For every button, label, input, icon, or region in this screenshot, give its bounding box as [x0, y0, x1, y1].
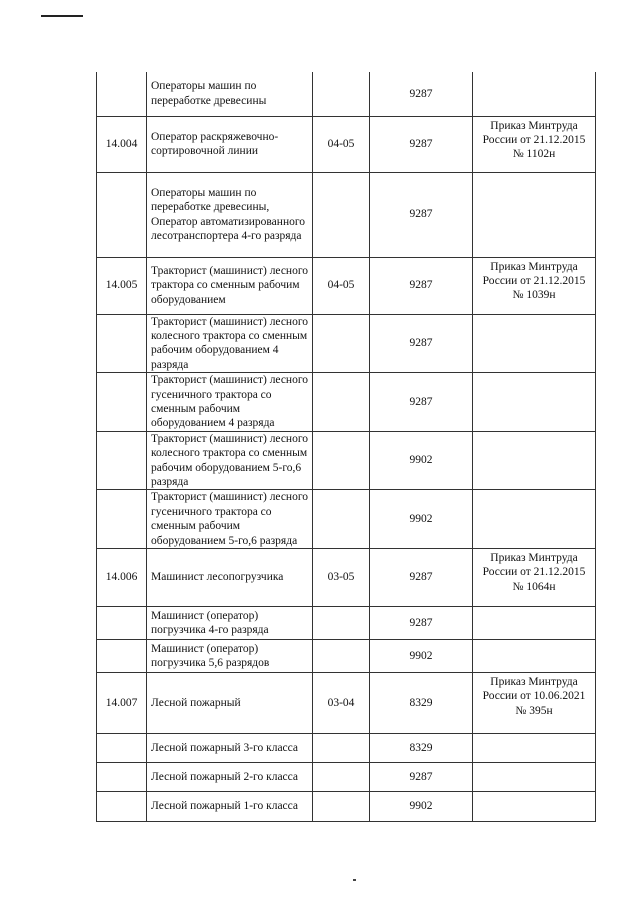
row-name: Лесной пожарный 2-го класса	[147, 763, 313, 792]
row-level-range: 03-04	[313, 673, 370, 734]
row-document: Приказ Минтруда России от 21.12.2015 № 1102н	[473, 116, 596, 172]
row-document	[473, 490, 596, 549]
table-row	[97, 373, 596, 432]
row-number: 9287	[370, 116, 473, 172]
row-code	[97, 607, 147, 640]
row-document	[473, 763, 596, 792]
row-name: Тракторист (машинист) лесного колесного трактора со сменным рабочим оборудованием 4 разряда	[147, 314, 313, 373]
table-row	[97, 607, 596, 640]
row-name: Тракторист (машинист) лесного колесного трактора со сменным рабочим оборудованием 5-го,6 разряда	[147, 431, 313, 490]
row-document: Приказ Минтруда России от 21.12.2015 № 1039н	[473, 257, 596, 314]
table-row	[97, 172, 596, 257]
table-row	[97, 257, 596, 314]
row-document	[473, 373, 596, 432]
row-code: 14.004	[97, 116, 147, 172]
table-row	[97, 792, 596, 822]
row-level-range	[313, 314, 370, 373]
row-level-range	[313, 373, 370, 432]
row-code	[97, 172, 147, 257]
row-number: 9902	[370, 792, 473, 822]
row-number: 9287	[370, 172, 473, 257]
row-document	[473, 72, 596, 116]
row-number: 9287	[370, 763, 473, 792]
row-level-range	[313, 640, 370, 673]
row-number: 9287	[370, 314, 473, 373]
row-document	[473, 314, 596, 373]
row-code	[97, 490, 147, 549]
row-level-range: 04-05	[313, 257, 370, 314]
row-number: 9287	[370, 257, 473, 314]
row-name: Машинист (оператор) погрузчика 5,6 разрядов	[147, 640, 313, 673]
row-level-range	[313, 607, 370, 640]
row-code	[97, 640, 147, 673]
row-name: Тракторист (машинист) лесного трактора со сменным рабочим оборудованием	[147, 257, 313, 314]
row-number: 9287	[370, 373, 473, 432]
row-name: Тракторист (машинист) лесного гусеничного трактора со сменным рабочим оборудованием 4 разряда	[147, 373, 313, 432]
table-row	[97, 490, 596, 549]
header-rule	[41, 15, 83, 17]
row-level-range: 03-05	[313, 549, 370, 607]
row-name: Лесной пожарный	[147, 673, 313, 734]
row-code	[97, 373, 147, 432]
row-level-range	[313, 792, 370, 822]
row-number: 9902	[370, 640, 473, 673]
row-level-range	[313, 734, 370, 763]
row-code	[97, 72, 147, 116]
table-row	[97, 640, 596, 673]
row-code	[97, 792, 147, 822]
profession-table	[96, 72, 596, 822]
row-code: 14.007	[97, 673, 147, 734]
row-code	[97, 314, 147, 373]
table-row	[97, 431, 596, 490]
row-name: Лесной пожарный 3-го класса	[147, 734, 313, 763]
row-level-range	[313, 431, 370, 490]
row-document	[473, 734, 596, 763]
page-mark	[353, 879, 356, 881]
row-number: 9287	[370, 72, 473, 116]
row-level-range	[313, 763, 370, 792]
table-row	[97, 549, 596, 607]
row-number: 9902	[370, 490, 473, 549]
row-level-range	[313, 172, 370, 257]
row-name: Лесной пожарный 1-го класса	[147, 792, 313, 822]
row-document: Приказ Минтруда России от 10.06.2021 № 395н	[473, 673, 596, 734]
row-code: 14.006	[97, 549, 147, 607]
row-number: 8329	[370, 673, 473, 734]
row-name: Оператор раскряжевочно-сортировочной линии	[147, 116, 313, 172]
row-document: Приказ Минтруда России от 21.12.2015 № 1064н	[473, 549, 596, 607]
table-row	[97, 116, 596, 172]
row-number: 9902	[370, 431, 473, 490]
row-number: 8329	[370, 734, 473, 763]
table-row	[97, 673, 596, 734]
row-document	[473, 607, 596, 640]
row-level-range: 04-05	[313, 116, 370, 172]
table-row	[97, 72, 596, 116]
row-number: 9287	[370, 549, 473, 607]
row-name: Машинист (оператор) погрузчика 4-го разряда	[147, 607, 313, 640]
row-document	[473, 172, 596, 257]
table-row	[97, 734, 596, 763]
row-name: Операторы машин по переработке древесины, Оператор автоматизированного лесотранспортера 4-го разряда	[147, 172, 313, 257]
row-name: Операторы машин по переработке древесины	[147, 72, 313, 116]
table-row	[97, 763, 596, 792]
row-name: Тракторист (машинист) лесного гусеничного трактора со сменным рабочим оборудованием 5-го,6 разряда	[147, 490, 313, 549]
row-level-range	[313, 490, 370, 549]
row-code	[97, 763, 147, 792]
row-code	[97, 431, 147, 490]
row-document	[473, 431, 596, 490]
row-document	[473, 792, 596, 822]
table-row	[97, 314, 596, 373]
row-document	[473, 640, 596, 673]
row-code	[97, 734, 147, 763]
row-code: 14.005	[97, 257, 147, 314]
row-name: Машинист лесопогрузчика	[147, 549, 313, 607]
row-number: 9287	[370, 607, 473, 640]
row-level-range	[313, 72, 370, 116]
